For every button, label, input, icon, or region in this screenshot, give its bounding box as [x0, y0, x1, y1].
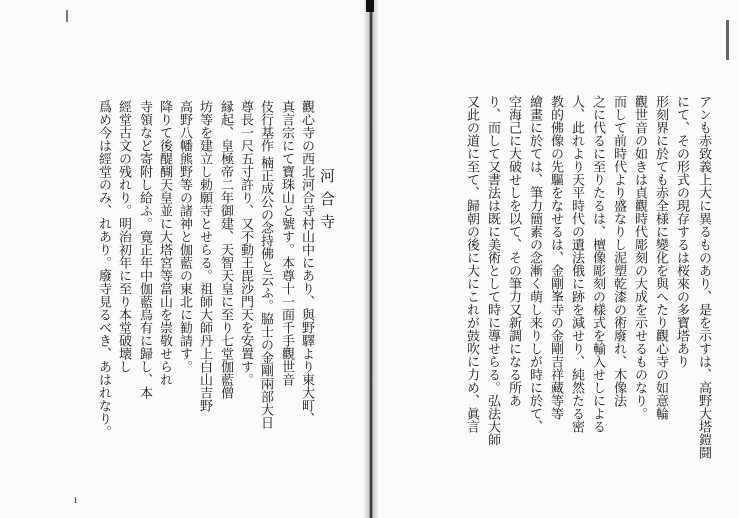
- text-column: アンも赤致義上大に異るものあり、是を示すは、高野大塔鎧鬪: [696, 95, 711, 459]
- left-page: [0, 0, 364, 518]
- text-column: 縁起、皇極帝二年御建、天智天皇に至り七堂伽藍僧: [218, 100, 233, 399]
- text-column: 人、此れより天平時代の遺法俄に跡を減せり、純然たる密: [569, 95, 584, 433]
- text-column: 尊長一尺五寸許り、又不動王毘沙門天を安置す。: [238, 100, 253, 386]
- text-column: 降りて後醍醐天皇並に大塔宮等當山を崇敬せられ: [157, 100, 172, 386]
- text-column: 坊等を建立し勅願寺とせらる。祖師大師丹上白山吉野: [197, 100, 212, 412]
- text-column: 觀心寺の西北河合寺村山中にあり、與野驛より東大町、: [299, 100, 314, 425]
- text-column: 觀世音の如きは貞觀時代彫刻の大成を示せるものなり。: [632, 95, 647, 420]
- text-column: り、而して又書法は既に美術として時に導せらる。弘法大師: [485, 95, 500, 446]
- text-column: にて、その形式の現存するは桜來の多寶塔あり: [674, 95, 689, 368]
- page-edge-mark: [66, 10, 68, 22]
- text-column: 又此の道に至て、歸朝の後に大にこれが鼓吹に力め、眞言: [464, 95, 479, 433]
- text-column: 寺領など寄附し給ふ。寛正年中伽藍烏有に歸し、本: [137, 100, 152, 399]
- book-gutter: [364, 0, 378, 518]
- corner-mark: ı: [74, 495, 78, 506]
- text-column: 而して前時代より盛なりし泥塑乾漆の術廢れ、木像法: [611, 95, 626, 407]
- right-page: [378, 0, 739, 518]
- text-column: 高野八幡熊野等の諸神と伽藍の東北に勧請す。: [177, 100, 192, 373]
- text-column: 之に代るに至りたるは、檀像彫刻の樣式を輸入せしによる: [590, 95, 605, 433]
- text-column: 繪畫に於ては、筆力簡素の念漸く萌し来りしが時に於て、: [527, 95, 542, 433]
- text-column: 爲め今は經堂のみ、れあり。廢寺見るべき、あはれなり。: [96, 100, 111, 438]
- text-column: 形刻界に於ても赤全様に變化を與へたり觀心寺の如意輪: [653, 95, 668, 420]
- text-column: 伎行基作 楠正成公の念持佛と云ふ。脇士の金剛兩部大日: [258, 100, 273, 430]
- gutter-tab: [366, 0, 374, 12]
- page-edge-mark: [726, 20, 729, 60]
- text-column: 教的佛像の先驅をなせるは、金剛峯寺の金剛吉祥藏等等: [548, 95, 563, 420]
- text-column: 經堂古文の残れり。明治初年に至り本堂破壊し: [116, 100, 131, 373]
- text-column: 空海己に大破せしを以て、その筆力又新調になる所あ: [506, 95, 521, 407]
- section-title: 河合寺: [318, 168, 336, 237]
- text-column: 真言宗にて寶珠山と號す。本尊十一面千手觀世音: [279, 100, 294, 386]
